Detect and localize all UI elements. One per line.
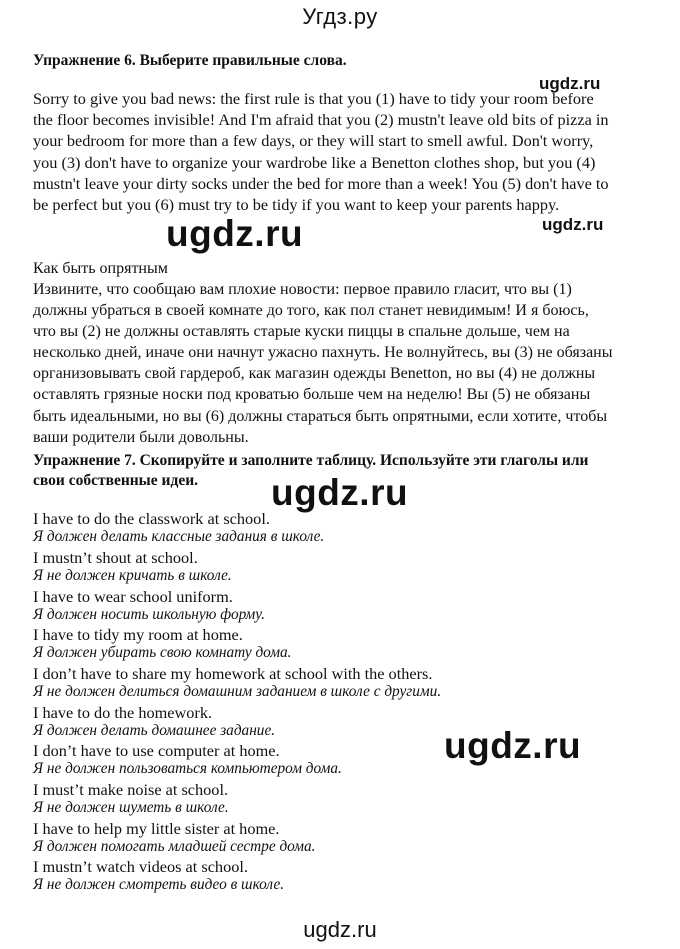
sentence-en-8: I must’t make noise at school. (33, 780, 229, 799)
site-title: Угдз.ру (302, 4, 378, 29)
exercise-6-heading: Упражнение 6. Выберите правильные слова. (33, 52, 347, 69)
sentence-en-4: I have to tidy my room at home. (33, 625, 243, 644)
sentence-ru-5: Я не должен делиться домашним заданием в школе с другими. (33, 683, 442, 700)
sentence-ru-4: Я должен убирать свою комнату дома. (33, 644, 292, 661)
sentence-ru-2: Я не должен кричать в школе. (33, 567, 232, 584)
footer-watermark: ugdz.ru (303, 917, 377, 942)
watermark-big-2: ugdz.ru (271, 472, 409, 513)
sentence-ru-7: Я не должен пользоваться компьютером дома. (33, 760, 342, 777)
sentence-ru-3: Я должен носить школьную форму. (33, 606, 265, 623)
watermark-small-mid: ugdz.ru (542, 215, 604, 234)
watermark-small-top: ugdz.ru (539, 74, 601, 93)
sentence-en-5: I don’t have to share my homework at school with the others. (33, 664, 433, 683)
exercise-6-english-text: Sorry to give you bad news: the first rule is that you (1) have to tidy your room before the floor becomes invisible! And I'm afraid that you (2) mustn't leave old bits of pizza in your bedroom for more than a few days, or they will start to smell awful. Don't worry, you (3) don't have to organize your wardrobe like a Benetton clothes shop, but you (4) mustn't leave your dirty socks under the bed for more than a week! You (5) don't have to be perfect but you (6) must try to be tidy if you want to keep your parents happy. (33, 89, 609, 215)
sentence-ru-1: Я должен делать классные задания в школе. (33, 528, 325, 545)
exercise-7-heading: Упражнение 7. Скопируйте и заполните таблицу. Используйте эти глаголы или свои собственные идеи. (33, 452, 589, 489)
sentence-en-7: I don’t have to use computer at home. (33, 741, 280, 760)
sentence-ru-10: Я не должен смотреть видео в школе. (33, 876, 285, 893)
sentence-en-10: I mustn’t watch videos at school. (33, 857, 248, 876)
translation-text: Извините, что сообщаю вам плохие новости: первое правило гласит, что вы (1) должны убраться в своей комнате до того, как пол станет невидимым! И я боюсь, что вы (2) не должны оставлять старые куски пиццы в спальне дольше, чем на несколько дней, иначе они начнут ужасно пахнуть. Не волнуйтесь, вы (3) не обязаны организовывать свой гардероб, как магазин одежды Benetton, но вы (4) не должны оставлять грязные носки под кроватью больше чем на неделю! Вы (5) не обязаны быть идеальными, но вы (6) должны стараться быть опрятными, если хотите, чтобы ваши родители были довольны. (33, 281, 613, 446)
watermark-big-1: ugdz.ru (166, 213, 304, 254)
sentence-en-6: I have to do the homework. (33, 703, 213, 722)
sentence-ru-6: Я должен делать домашнее задание. (33, 722, 276, 739)
sentence-ru-8: Я не должен шуметь в школе. (33, 799, 229, 816)
translation-title: Как быть опрятным (33, 260, 168, 277)
sentence-en-9: I have to help my little sister at home. (33, 819, 280, 838)
sentence-ru-9: Я должен помогать младшей сестре дома. (33, 838, 316, 855)
watermark-big-3: ugdz.ru (444, 725, 582, 766)
sentence-en-3: I have to wear school uniform. (33, 587, 233, 606)
sentence-en-2: I mustn’t shout at school. (33, 548, 198, 567)
sentence-en-1: I have to do the classwork at school. (33, 509, 270, 528)
